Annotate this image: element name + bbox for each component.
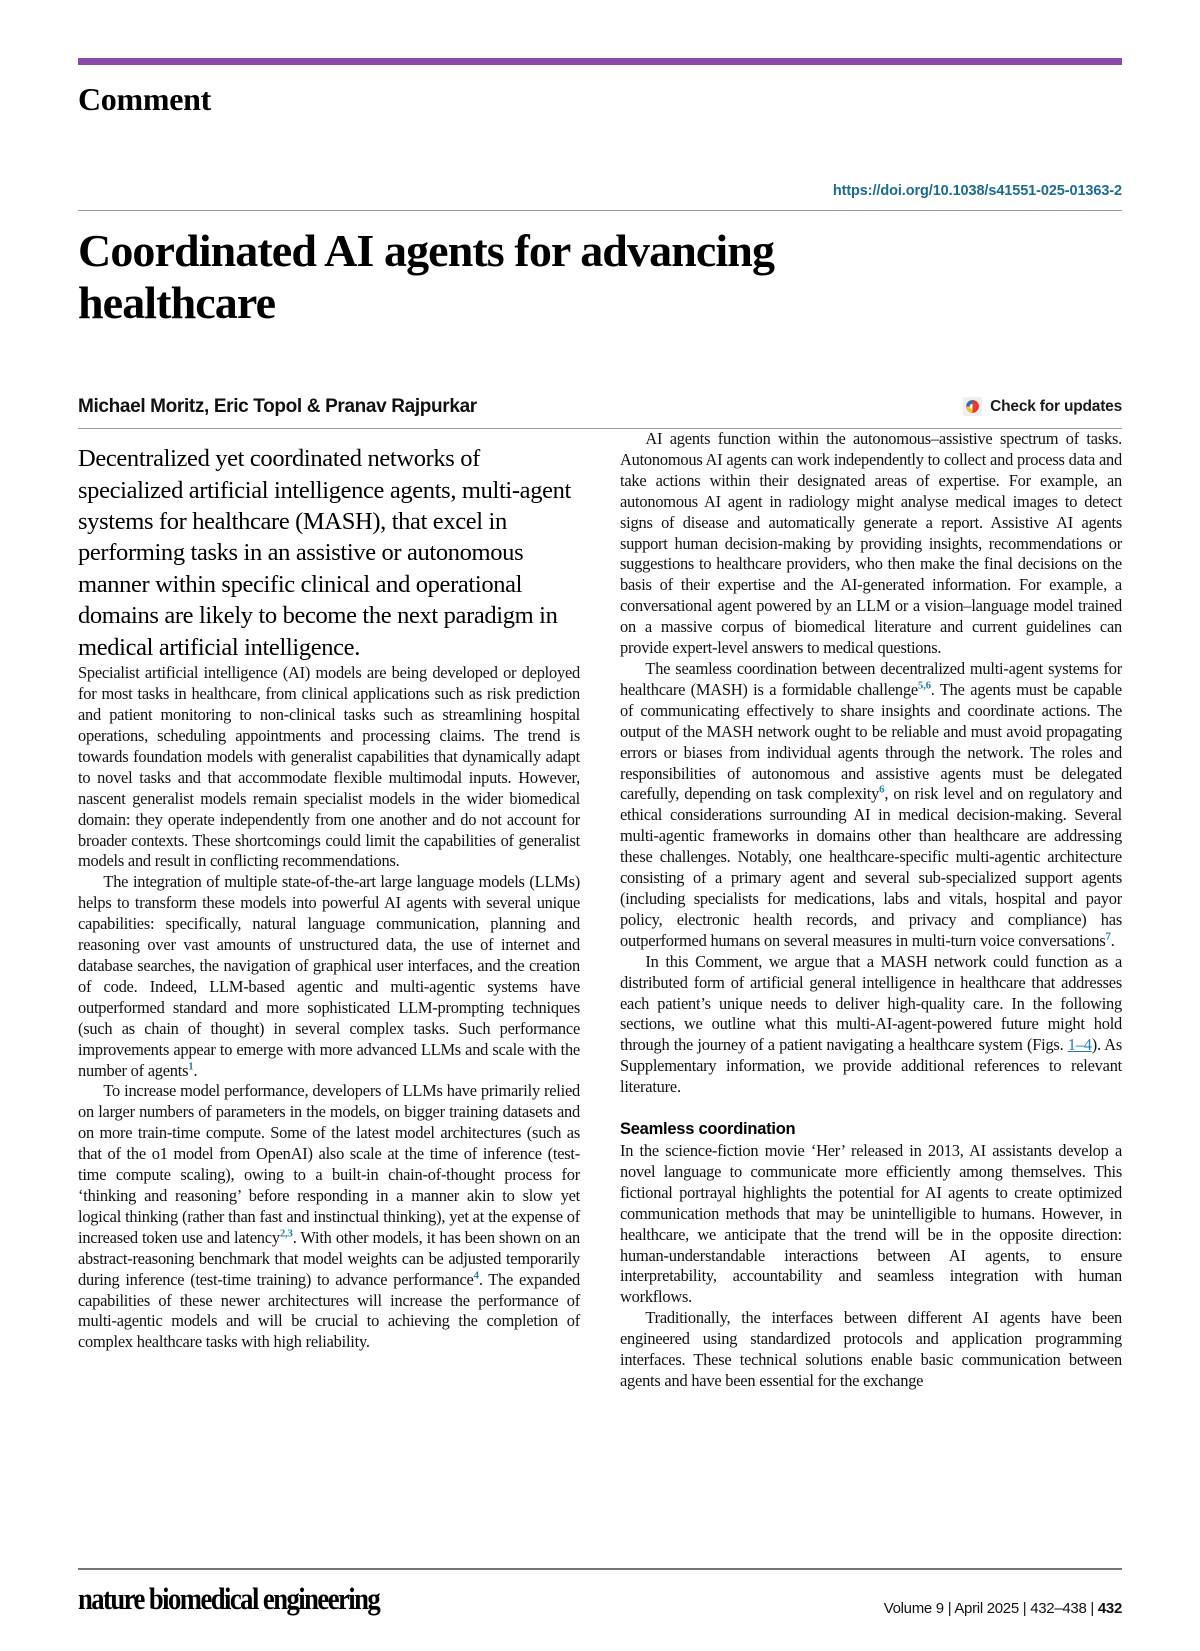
footer-inner [78,1581,1122,1617]
section-purple-rule [78,58,1122,65]
paragraph-3-text-b: . With other models, it has been shown on an abstract-reasoning benchmark that model weights can be adjusted temporarily during inference (test-time training) to advance performance [78,1227,580,1289]
reference-marker-4[interactable]: 5,6 [917,679,931,692]
doi-link[interactable]: https://doi.org/10.1038/s41551-025-01363-2 [832,183,1122,199]
paragraph-6-text-a: In this Comment, we argue that a MASH network could function as a distributed form of artificial general intelligence in healthcare that addresses each patient’s unique needs to deliver high-quality care. In the following sections, we outline what this multi-AI-agent-powered future might hold through the journey of a patient navigating a healthcare system (Figs. [620,951,1122,1055]
crossmark-icon [963,397,982,416]
paragraph-4: AI agents function within the autonomous–assistive spectrum of tasks. Autonomous AI agents can work independently to collect and process data and take actions within their designated areas of expertise. For example, an autonomous AI agent in radiology might analyse medical images to detect signs of disease and automatically generate a report. Assistive AI agents support human decision-making by providing insights, recommendations or suggestions to healthcare providers, who then make the final decisions on the basis of their expertise and the AI-generated information. For example, a conversational agent powered by an LLM or a vision–language model trained on a massive corpus of biomedical literature and current guidelines can provide expert-level answers to medical questions. [620,429,1122,658]
footer-volume-text: Volume 9 | April 2025 | 432–438 | [883,1600,1098,1617]
footer-rule [78,1568,1122,1570]
title-top-rule [78,210,1122,211]
doi-row [78,182,1122,202]
paragraph-3-text-a: To increase model performance, developers of LLMs have primarily relied on larger numbers of parameters in the models, on bigger training datasets and on more train-time compute. Some of the latest model architectures (such as that of the o1 model from OpenAI) also scale at the time of inference (test-time compute scaling), owing to a built-in chain-of-thought process for ‘thinking and reasoning’ before responding in a manner akin to slow yet logical thinking (rather than fast and instinctual thinking), yet at the expense of increased token use and latency [78,1081,580,1247]
figure-link[interactable]: 1–4 [1067,1035,1092,1055]
subsection-heading: Seamless coordination [620,1120,796,1139]
paragraph-5-text-c: , on risk level and on regulatory and ethical considerations surrounding AI in medical decision-making. Several multi-agentic frameworks in domains other than healthcare are addressing these challenges. Notably, one healthcare-specific multi-agentic architecture consisting of a primary agent and several sub-specialized support agents (including specialists for medications, labs and vitals, hospital and payor policy, electronic health records, and privacy and compliance) has outperformed humans on several measures in multi-turn voice conversations [620,784,1122,950]
footer-citation [884,1600,1122,1617]
article-title: Coordinated AI agents for advancing healthcare [78,225,775,328]
left-column [78,429,580,1392]
author-list: Michael Moritz, Eric Topol & Pranav Rajpurkar [78,396,477,418]
paragraph-5-text-a: The seamless coordination between decentralized multi-agent systems for healthcare (MASH) is a formidable challenge [620,659,1122,699]
paragraph-6-text-b: ). As Supplementary information, we provide additional references to relevant literature. [620,1035,1122,1097]
paragraph-3-text-c: . The expanded capabilities of these newer architectures will increase the performance of multi-agentic models and will be crucial to achieving the completion of complex healthcare tasks with high reliability. [78,1269,581,1352]
footer-page-number: 432 [1097,1600,1122,1617]
check-for-updates-badge[interactable] [963,397,1122,418]
authors-row [78,396,1122,418]
reference-marker-5[interactable]: 6 [879,783,885,796]
article-page [0,58,1200,1651]
reference-marker-1[interactable]: 1 [188,1060,194,1073]
paragraph-5 [620,659,1122,952]
reference-marker-3[interactable]: 4 [473,1269,479,1282]
paragraph-2: The integration of multiple state-of-the-art large language models (LLMs) helps to transform these models into powerful AI agents with several unique capabilities: specifically, natural language communication, planning and reasoning over vast amounts of unstructured data, the use of internet and database searches, the navigation of graphical user interfaces, and the creation of code. Indeed, LLM-based agentic and multi-agentic systems have outperformed standard and more sophisticated LLM-prompting techniques (such as chain of thought) in several complex tasks. Such performance improvements appear to emerge with more advanced LLMs and scale with the number of agents$^1$. [78,872,580,1080]
reference-marker-6[interactable]: 7 [1105,930,1111,943]
standfirst: Decentralized yet coordinated networks of specialized artificial intelligence agents, multi-agent systems for healthcare (MASH), that excel in performing tasks in an assistive or autonomous manner within specific clinical and operational domains are likely to become the next paradigm in medical artificial intelligence. [78,445,571,661]
paragraph-2-text: The integration of multiple state-of-the-art large language models (LLMs) helps to transform these models into powerful AI agents with several unique capabilities: specifically, natural language communication, planning and reasoning over vast amounts of unstructured data, the use of internet and database searches, the navigation of graphical user interfaces, and the creation of code. Indeed, LLM-based agentic and multi-agentic systems have outperformed standard and more sophisticated LLM-prompting techniques (such as chain of thought) in several complex tasks. Such performance improvements appear to emerge with more advanced LLMs and scale with the number of agents [78,872,580,1080]
reference-marker-2[interactable]: 2,3 [279,1227,293,1240]
two-column-body [78,428,1122,1392]
paragraph-1: Specialist artificial intelligence (AI) models are being developed or deployed for most tasks in healthcare, from clinical applications such as risk prediction and patient monitoring to non-clinical tasks such as streamlining hospital operations, scheduling appointments and processing claims. The trend is towards foundation models with generalist capabilities that dynamically adapt to novel tasks and that accommodate flexible multimodal inputs. However, nascent generalist models remain specialist models in the wider biomedical domain: they operate independently from one another and do not account for broader contexts. These shortcomings could limit the capabilities of generalist models and result in conflicting recommendations. [78,663,580,871]
paragraph-6 [620,952,1122,1098]
journal-logo: nature biomedical engineering [78,1581,380,1616]
section-kicker: Comment [78,81,211,117]
paragraph-7: In the science-fiction movie ‘Her’ released in 2013, AI assistants develop a novel language to communicate more efficiently among themselves. This fictional portrayal highlights the potential for AI agents to create optimized communication methods that may be unintelligible to humans. However, in healthcare, we anticipate that the trend will be in the opposite direction: human-understandable interactions between AI agents, to ensure interpretability, accountability and seamless integration with human workflows. [620,1141,1122,1307]
check-for-updates-label: Check for updates [990,397,1122,415]
right-column [620,429,1122,1392]
paragraph-3 [78,1081,580,1353]
paragraph-8: Traditionally, the interfaces between different AI agents have been engineered using standardized protocols and application programming interfaces. These technical solutions enable basic communication between agents and have been essential for the exchange [620,1308,1122,1390]
paragraph-5-text-d: . [1110,930,1115,950]
paragraph-5-text-b: . The agents must be capable of communicating effectively to share insights and coordinate actions. The output of the MASH network ought to be reliable and must avoid propagating errors or biases from individual agents through the network. The roles and responsibilities of autonomous and assistive agents must be delegated carefully, depending on task complexity [620,679,1122,804]
